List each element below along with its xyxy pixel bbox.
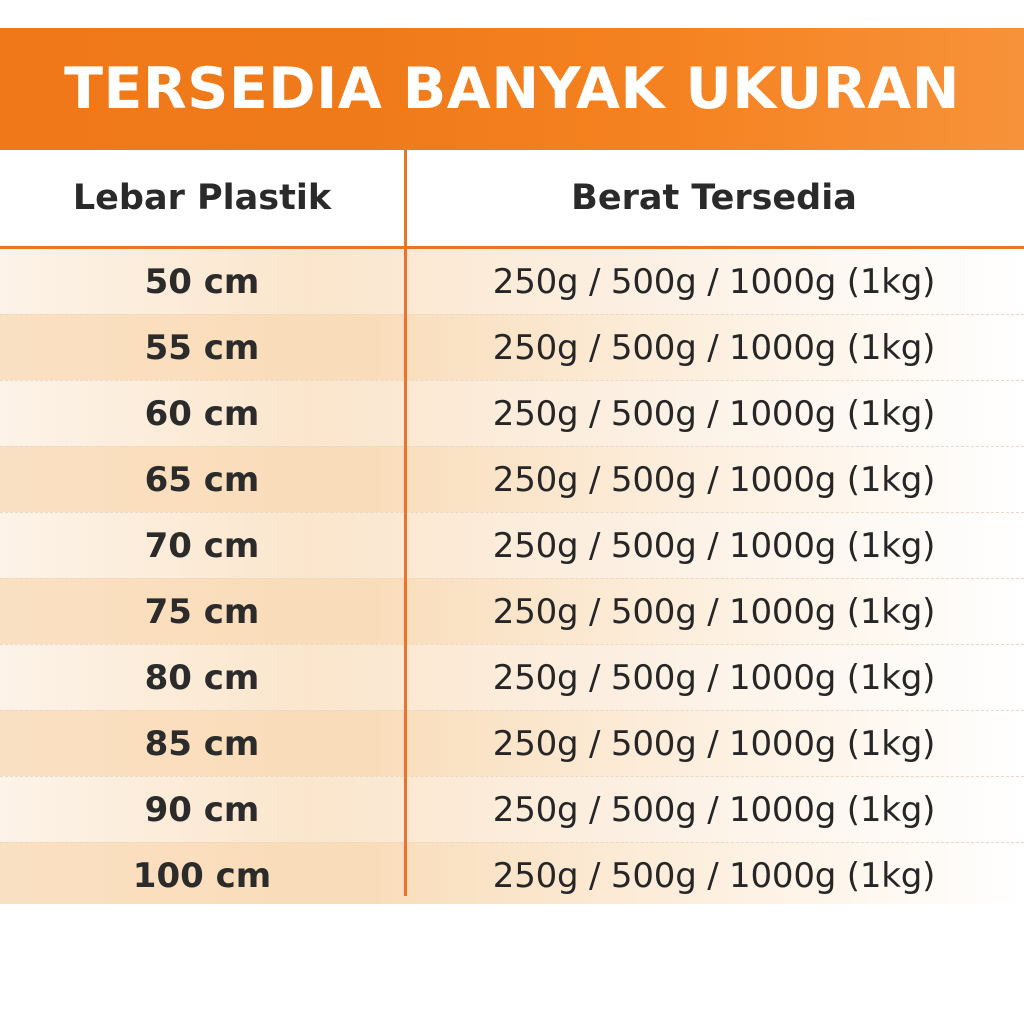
table-row [0, 512, 1024, 578]
cell-weight: 250g / 500g / 1000g (1kg) [492, 789, 936, 830]
table-row [0, 314, 1024, 380]
cell-weight: 250g / 500g / 1000g (1kg) [492, 393, 936, 434]
cell-weight: 250g / 500g / 1000g (1kg) [492, 525, 936, 566]
bottom-margin [0, 904, 1024, 1024]
column-divider [404, 150, 407, 896]
page-title: TERSEDIA BANYAK UKURAN [64, 55, 960, 122]
table-row [0, 446, 1024, 512]
table-row [0, 644, 1024, 710]
cell-width: 100 cm [132, 855, 272, 896]
table-header-row [0, 150, 1024, 249]
table-row [0, 842, 1024, 908]
table-row [0, 776, 1024, 842]
cell-width: 85 cm [144, 723, 260, 764]
table-row [0, 380, 1024, 446]
cell-width: 50 cm [144, 261, 260, 302]
cell-weight: 250g / 500g / 1000g (1kg) [492, 459, 936, 500]
cell-width: 70 cm [144, 525, 260, 566]
cell-width: 60 cm [144, 393, 260, 434]
cell-weight: 250g / 500g / 1000g (1kg) [492, 723, 936, 764]
cell-weight: 250g / 500g / 1000g (1kg) [492, 591, 936, 632]
cell-width: 80 cm [144, 657, 260, 698]
cell-weight: 250g / 500g / 1000g (1kg) [492, 327, 936, 368]
column-header-width: Lebar Plastik [72, 178, 332, 218]
table-row [0, 578, 1024, 644]
table-row [0, 249, 1024, 314]
sizes-table [0, 150, 1024, 908]
table-row [0, 710, 1024, 776]
cell-width: 90 cm [144, 789, 260, 830]
cell-width: 65 cm [144, 459, 260, 500]
column-header-weight: Berat Tersedia [571, 178, 857, 218]
banner-header [0, 28, 1024, 150]
cell-weight: 250g / 500g / 1000g (1kg) [492, 855, 936, 896]
cell-width: 55 cm [144, 327, 260, 368]
cell-width: 75 cm [144, 591, 260, 632]
cell-weight: 250g / 500g / 1000g (1kg) [492, 261, 936, 302]
cell-weight: 250g / 500g / 1000g (1kg) [492, 657, 936, 698]
